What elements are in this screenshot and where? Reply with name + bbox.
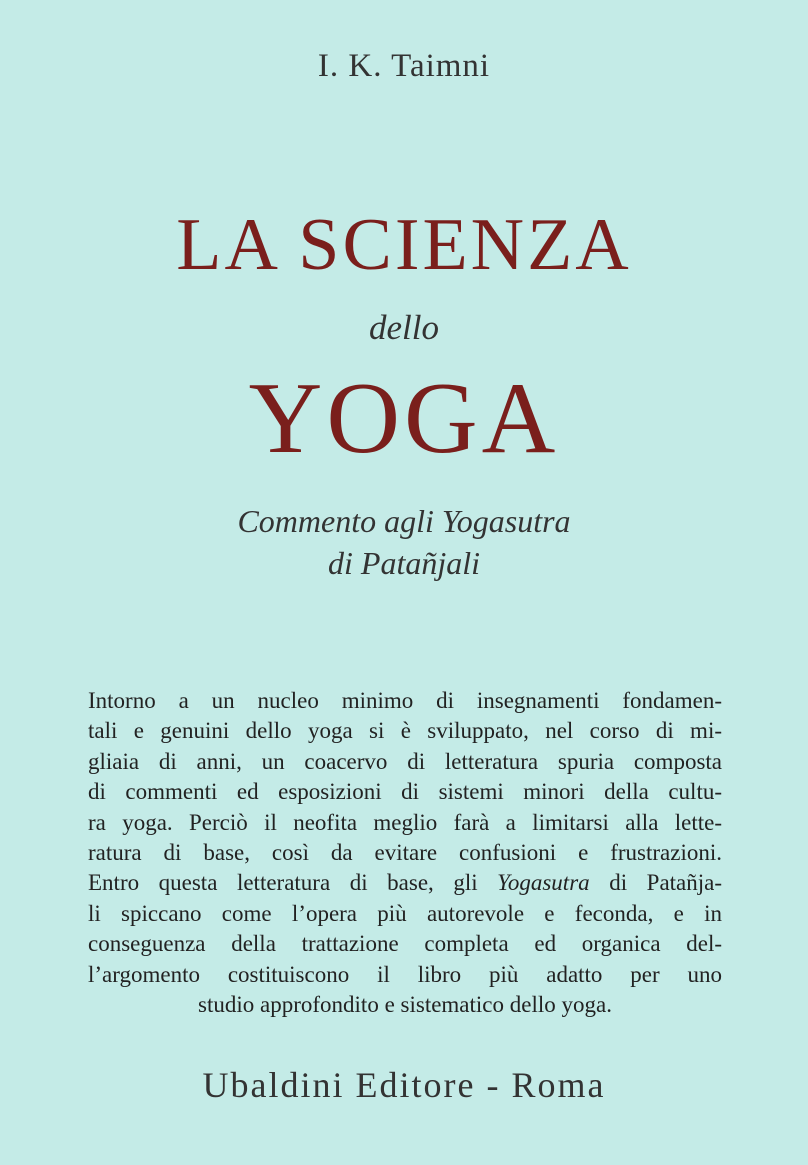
blurb-line: tali e genuini dello yoga si è sviluppato, nel corso di mi- (88, 718, 722, 744)
blurb-paragraph (88, 686, 722, 1020)
blurb-line: ra yoga. Perciò il neofita meglio farà a limitarsi alla lette- (88, 809, 722, 835)
subtitle (0, 500, 808, 584)
blurb-line (88, 868, 722, 898)
blurb-line: l’argomento costituiscono il libro più adatto per uno (88, 961, 722, 987)
blurb-text: Entro questa letteratura di base, gli (88, 870, 498, 896)
subtitle-line-1: Commento agli Yogasutra (237, 503, 571, 539)
blurb-line: conseguenza della trattazione completa ed organica del- (88, 931, 722, 957)
blurb-line: Intorno a un nucleo minimo di insegnamenti fondamen- (88, 688, 722, 713)
title-line-3: YOGA (248, 362, 560, 475)
blurb-line: ratura di base, così da evitare confusioni e frustrazioni. (88, 840, 722, 866)
author-name: I. K. Taimni (317, 48, 491, 84)
blurb-text: di Patañja- (589, 870, 723, 896)
title-line-2: dello (369, 308, 439, 347)
blurb-line: gliaia di anni, un coacervo di letteratura spuria composta (88, 748, 722, 774)
blurb-line: li spiccano come l’opera più autorevole e feconda, e in (88, 900, 722, 926)
blurb-line: di commenti ed esposizioni di sistemi minori della cultu- (88, 779, 722, 805)
title-line-1: LA SCIENZA (176, 204, 632, 286)
blurb-line: studio approfondito e sistematico dello yoga. (198, 992, 612, 1018)
publisher-imprint: Ubaldini Editore - Roma (202, 1065, 606, 1105)
subtitle-line-2: di Patañjali (328, 545, 480, 581)
blurb-italic-title: Yogasutra (497, 870, 590, 896)
